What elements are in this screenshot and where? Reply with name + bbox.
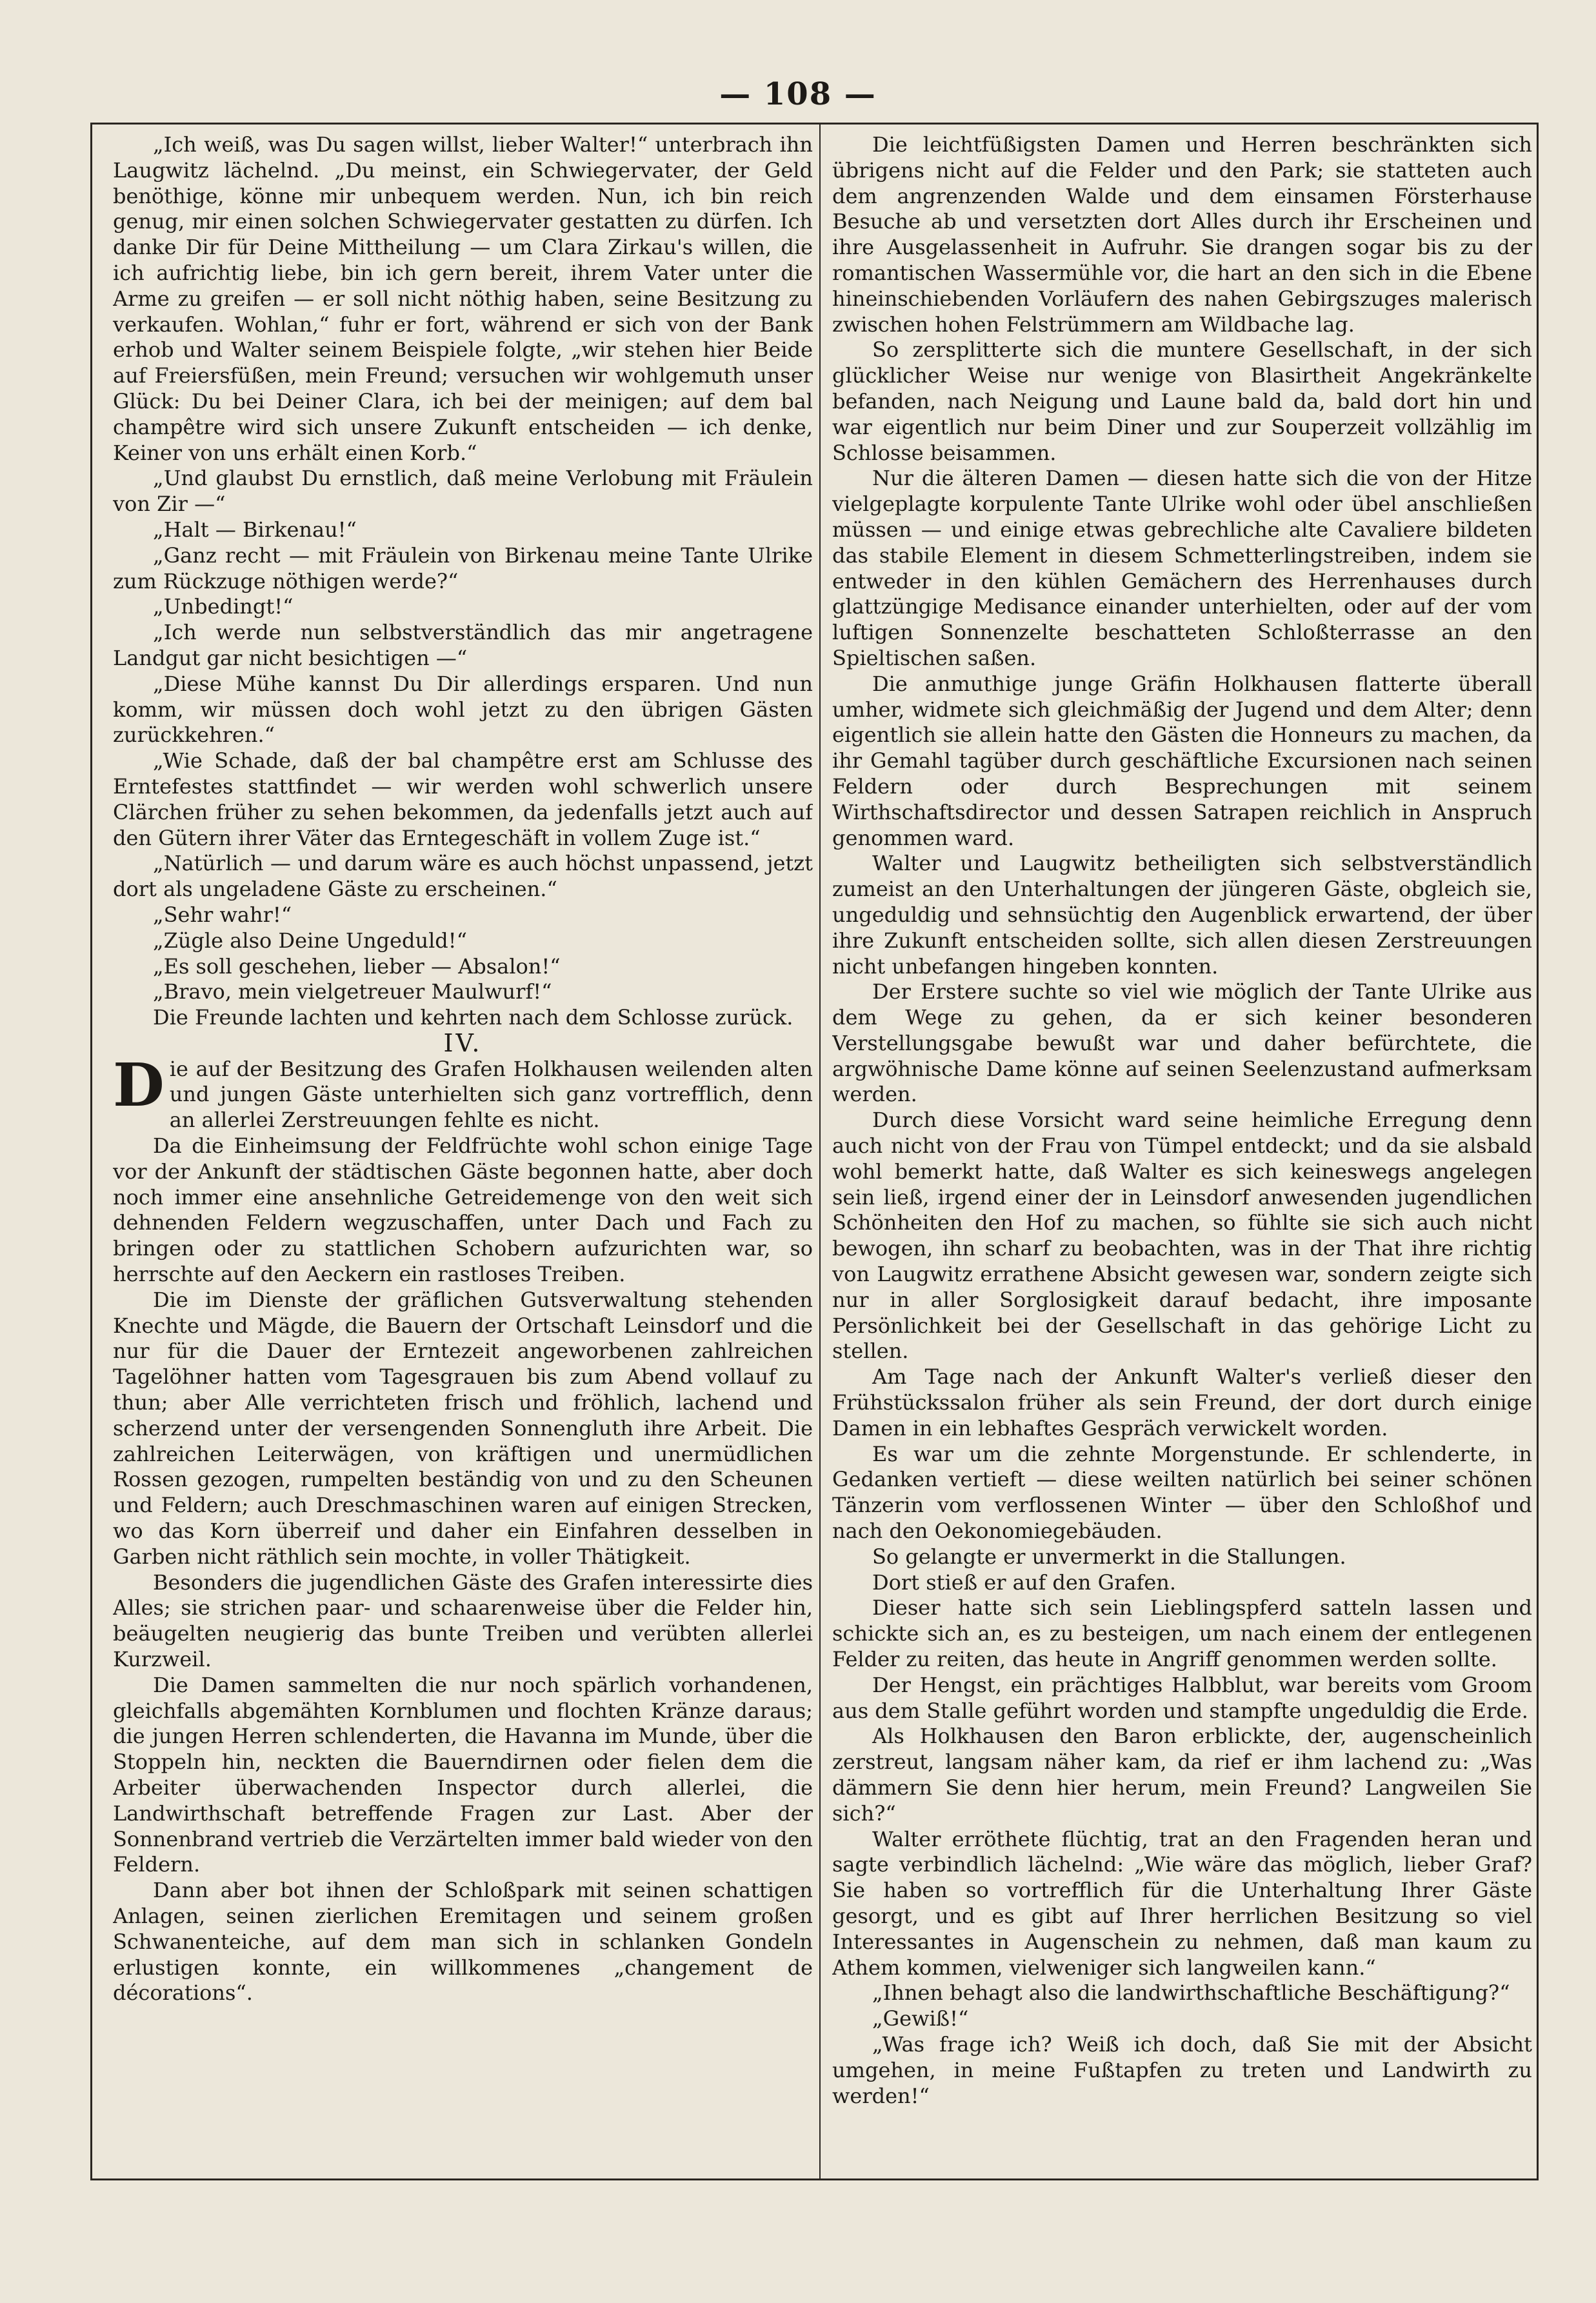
section-heading: IV. (443, 1028, 483, 1057)
paragraph: „Gewiß!“ (872, 2006, 969, 2031)
paragraph: „Ihnen behagt also die landwirthschaftliche Beschäftigung?“ (872, 1980, 1510, 2006)
paragraph: Dieser hatte sich sein Lieblingspferd satteln lassen und schickte sich an, es zu besteigen, um nach einem der entlegenen Felder zu reiten, das heute in Angriff genommen werden sollte. (832, 1595, 1532, 1672)
paragraph: „Wie Schade, daß der bal champêtre erst am Schlusse des Erntefestes stattfindet — wir werden wohl schwerlich unsere Clärchen früher zu sehen bekommen, da jedenfalls jetzt auch auf den Gütern ihrer Väter das Erntegeschäft in vollem Zuge ist.“ (113, 748, 813, 850)
paragraph: „Bravo, mein vielgetreuer Maulwurf!“ (153, 979, 552, 1004)
paragraph: „Es soll geschehen, lieber — Absalon!“ (153, 953, 561, 979)
chapter-opening-text: ie auf der Besitzung des Grafen Holkhausen weilenden alten und jungen Gäste unterhielten sich ganz vortrefflich, denn an allerlei Zerstreuungen fehlte es nicht. (169, 1056, 813, 1133)
paragraph: Die Damen sammelten die nur noch spärlich vorhandenen, gleichfalls abgemähten Kornblumen und flochten Kränze daraus; die jungen Herren schlenderten, die Havanna im Munde, über die Stoppeln hin, neckten die Bauerndirnen oder fielen dem die Arbeiter überwachenden Inspector durch allerlei, die Landwirthschaft betreffende Fragen zur Last. Aber der Sonnenbrand vertrieb die Verzärtelten immer bald wieder von den Feldern. (113, 1672, 813, 1877)
right-column (832, 132, 1532, 2171)
column-divider (819, 123, 821, 2180)
paragraph: „Diese Mühe kannst Du Dir allerdings ersparen. Und nun komm, wir müssen doch wohl jetzt zu den übrigen Gästen zurückkehren.“ (113, 671, 813, 748)
page-number: — 108 — (719, 76, 877, 112)
paragraph: Der Hengst, ein prächtiges Halbblut, war bereits vom Groom aus dem Stalle geführt worden und stampfte ungeduldig die Erde. (832, 1672, 1532, 1723)
paragraph: „Und glaubst Du ernstlich, daß meine Verlobung mit Fräulein von Zir —“ (113, 466, 813, 517)
paragraph: Die anmuthige junge Gräfin Holkhausen flatterte überall umher, widmete sich gleichmäßig der Jugend und dem Alter; denn eigentlich sie allein hatte den Gästen die Honneurs zu machen, da ihr Gemahl tagüber durch geschäftliche Excursionen nach seinen Feldern oder durch Besprechungen mit seinem Wirthschaftsdirector und dessen Satrapen reichlich in Anspruch genommen ward. (832, 671, 1532, 850)
chapter-opening-paragraph (113, 1050, 813, 1133)
paragraph: Die Freunde lachten und kehrten nach dem Schlosse zurück. (153, 1005, 793, 1030)
left-column (113, 132, 813, 2171)
paragraph: Die im Dienste der gräflichen Gutsverwaltung stehenden Knechte und Mägde, die Bauern der Ortschaft Leinsdorf und die nur für die Dauer der Erntezeit angeworbenen zahlreichen Tagelöhner hatten vom Tagesgrauen bis zum Abend vollauf zu thun; aber Alle verrichteten frisch und fröhlich, lachend und scherzend unter der versengenden Sonnengluth ihre Arbeit. Die zahlreichen Leiterwägen, von kräftigen und unermüdlichen Rossen gezogen, rumpelten beständig von und zu den Scheunen und Feldern; auch Dreschmaschinen waren auf einigen Strecken, wo das Korn überreif und daher ein Einfahren desselben in Garben nicht räthlich sein mochte, in voller Thätigkeit. (113, 1287, 813, 1569)
paragraph: „Was frage ich? Weiß ich doch, daß Sie mit der Absicht umgehen, in meine Fußtapfen zu treten und Landwirth zu werden!“ (832, 2031, 1532, 2108)
paragraph: „Unbedingt!“ (153, 594, 294, 619)
paragraph: „Ich werde nun selbstverständlich das mir angetragene Landgut gar nicht besichtigen —“ (113, 620, 813, 670)
paragraph: „Ich weiß, was Du sagen willst, lieber Walter!“ unterbrach ihn Laugwitz lächelnd. „Du meinst, ein Schwiegervater, der Geld benöthige, könne mir unbequem werden. Nun, ich bin reich genug, mir einen solchen Schwiegervater gestatten zu dürfen. Ich danke Dir für Deine Mittheilung — um Clara Zirkau's willen, die ich aufrichtig liebe, bin ich gern bereit, ihrem Vater unter die Arme zu greifen — er soll nicht nöthig haben, seine Besitzung zu verkaufen. Wohlan,“ fuhr er fort, während er sich von der Bank erhob und Walter seinem Beispiele folgte, „wir stehen hier Beide auf Freiersfüßen, mein Freund; versuchen wir wohlgemuth unser Glück: Du bei Deiner Clara, ich bei der meinigen; auf dem bal champêtre wird sich unsere Zukunft entscheiden — ich denke, Keiner von uns erhält einen Korb.“ (113, 132, 813, 465)
paragraph: Es war um die zehnte Morgenstunde. Er schlenderte, in Gedanken vertieft — diese weilten natürlich bei seiner schönen Tänzerin vom verflossenen Winter — über den Schloßhof und nach den Oekonomiegebäuden. (832, 1441, 1532, 1544)
paragraph: Dann aber bot ihnen der Schloßpark mit seinen schattigen Anlagen, seinen zierlichen Eremitagen und seinem großen Schwanenteiche, auf dem man sich in schlanken Gondeln erlustigen konnte, ein willkommenes „changement de décorations“. (113, 1878, 813, 2006)
paragraph: Walter erröthete flüchtig, trat an den Fragenden heran und sagte verbindlich lächelnd: „Wie wäre das möglich, lieber Graf? Sie haben so vortrefflich für die Unterhaltung Ihrer Gäste gesorgt, und es gibt auf Ihrer herrlichen Besitzung so viel Interessantes in Augenschein zu nehmen, daß man kaum zu Athem kommen, vielweniger sich langweilen kann.“ (832, 1826, 1532, 1980)
paragraph: So zersplitterte sich die muntere Gesellschaft, in der sich glücklicher Weise nur wenige von Blasirtheit Angekränkelte befanden, nach Neigung und Laune bald da, bald dort hin und war eigentlich nur beim Diner und zur Souperzeit vollzählig im Schlosse beisammen. (832, 337, 1532, 465)
paragraph: „Sehr wahr!“ (153, 902, 292, 927)
drop-cap: D (113, 1050, 165, 1120)
paragraph: So gelangte er unvermerkt in die Stallungen. (872, 1544, 1346, 1569)
paragraph: „Ganz recht — mit Fräulein von Birkenau meine Tante Ulrike zum Rückzuge nöthigen werde?“ (113, 543, 813, 593)
paragraph: Da die Einheimsung der Feldfrüchte wohl schon einige Tage vor der Ankunft der städtischen Gäste begonnen hatte, aber doch noch immer eine ansehnliche Getreidemenge von den weit sich dehnenden Feldern wegzuschaffen, unter Dach und Fach zu bringen oder zu stattlichen Schobern aufzurichten war, so herrschte auf den Aeckern ein rastloses Treiben. (113, 1133, 813, 1287)
paragraph: Am Tage nach der Ankunft Walter's verließ dieser den Frühstückssalon früher als sein Freund, der dort durch einige Damen in ein lebhaftes Gespräch verwickelt worden. (832, 1364, 1532, 1441)
paragraph: Als Holkhausen den Baron erblickte, der, augenscheinlich zerstreut, langsam näher kam, da rief er ihm lachend zu: „Was dämmern Sie denn hier herum, mein Freund? Langweilen Sie sich?“ (832, 1724, 1532, 1826)
paragraph: „Halt — Birkenau!“ (153, 517, 357, 542)
paragraph: „Zügle also Deine Ungeduld!“ (153, 928, 467, 953)
paragraph: Walter und Laugwitz betheiligten sich selbstverständlich zumeist an den Unterhaltungen der jüngeren Gäste, obgleich sie, ungeduldig und sehnsüchtig den Augenblick erwartend, der über ihre Zukunft entscheiden sollte, sich allen diesen Zerstreuungen nicht unbefangen hingeben konnten. (832, 851, 1532, 979)
paragraph: Nur die älteren Damen — diesen hatte sich die von der Hitze vielgeplagte korpulente Tante Ulrike wohl oder übel anschließen müssen — und einige etwas gebrechliche alte Cavaliere bildeten das stabile Element in diesem Schmetterlingstreiben, indem sie entweder in den kühlen Gemächern des Herrenhauses durch glattzüngige Medisance einander unterhielten, oder auf der vom luftigen Sonnenzelte beschatteten Schloßterrasse an den Spieltischen saßen. (832, 466, 1532, 670)
paragraph: Durch diese Vorsicht ward seine heimliche Erregung denn auch nicht von der Frau von Tümpel entdeckt; und da sie alsbald wohl bemerkt hatte, daß Walter es sich keineswegs angelegen sein ließ, irgend einer der in Leinsdorf anwesenden jugendlichen Schönheiten den Hof zu machen, so fühlte sie sich auch nicht bewogen, ihn scharf zu beobachten, was in der That ihre richtig von Laugwitz errathene Absicht gewesen war, sondern zeigte sich nur in aller Sorglosigkeit darauf bedacht, ihre imposante Persönlichkeit bei der Gesellschaft in das gehörige Licht zu stellen. (832, 1108, 1532, 1364)
paragraph: Besonders die jugendlichen Gäste des Grafen interessirte dies Alles; sie strichen paar- und schaarenweise über die Felder hin, beäugelten neugierig das bunte Treiben und verübten allerlei Kurzweil. (113, 1570, 813, 1672)
paragraph: Dort stieß er auf den Grafen. (872, 1570, 1177, 1595)
paragraph: Die leichtfüßigsten Damen und Herren beschränkten sich übrigens nicht auf die Felder und den Park; sie statteten auch dem angrenzenden Walde und dem einsamen Försterhause Besuche ab und versetzten dort Alles durch ihr Erscheinen und ihre Ausgelassenheit in Aufruhr. Sie drangen sogar bis zu der romantischen Wassermühle vor, die hart an den sich in die Ebene hineinschiebenden Vorläufern des nahen Gebirgszuges malerisch zwischen hohen Felstrümmern am Wildbache lag. (832, 132, 1532, 337)
paragraph: „Natürlich — und darum wäre es auch höchst unpassend, jetzt dort als ungeladene Gäste zu erscheinen.“ (113, 851, 813, 902)
paragraph: Der Erstere suchte so viel wie möglich der Tante Ulrike aus dem Wege zu gehen, da er sich keiner besonderen Verstellungsgabe bewußt war und daher befürchtete, die argwöhnische Dame könne auf seinen Seelenzustand aufmerksam werden. (832, 979, 1532, 1107)
